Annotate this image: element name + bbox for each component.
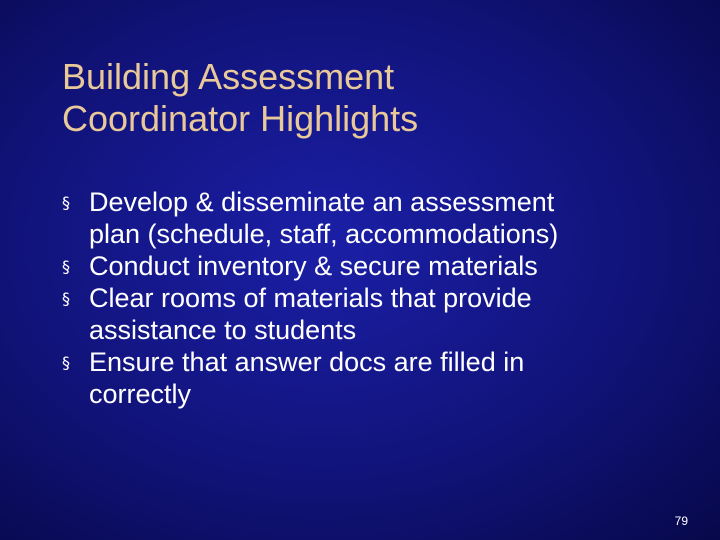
bullet-line: Clear rooms of materials that provide [89,283,532,313]
square-bullet-icon: § [62,193,70,212]
page-number: 79 [674,514,688,528]
bullet-text [89,186,682,250]
bullet-line: correctly [89,379,192,409]
slide-title [62,56,662,140]
square-bullet-icon: § [62,257,70,276]
square-bullet-icon: § [62,353,70,372]
bullet-item [62,186,682,250]
bullet-list [62,186,682,410]
bullet-line: Ensure that answer docs are filled in [89,347,525,377]
bullet-line: Conduct inventory & secure materials [89,251,538,281]
bullet-item [62,282,682,346]
bullet-text [89,282,682,346]
title-line-1: Building Assessment [62,56,395,97]
bullet-line: assistance to students [89,315,357,345]
bullet-item [62,346,682,410]
title-line-2: Coordinator Highlights [62,98,419,139]
bullet-text [89,250,682,282]
bullet-line: plan (schedule, staff, accommodations) [89,219,559,249]
bullet-line: Develop & disseminate an assessment [89,187,555,217]
bullet-text [89,346,682,410]
square-bullet-icon: § [62,289,70,308]
bullet-item [62,250,682,282]
